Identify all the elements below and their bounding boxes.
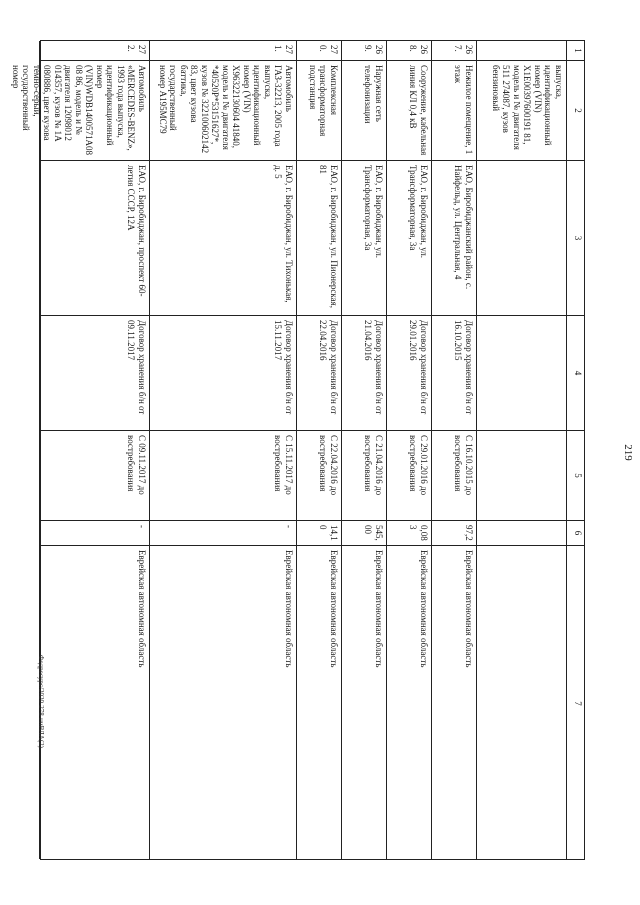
table-cell-period bbox=[477, 431, 566, 521]
table-cell-n: 272. bbox=[40, 41, 149, 61]
document-stamp: Федресурс/2020-278-ниВЛА(2) bbox=[37, 655, 45, 748]
column-header: 3 bbox=[567, 161, 584, 316]
table-cell-basis: Договор хранения б/н от 21.04.2016 bbox=[342, 316, 386, 431]
table-cell-address: ЕАО, Биробиджанский район, с. Найфельд, ул. Центральная, 4 bbox=[432, 161, 476, 316]
table-cell-region: Еврейская автономная область bbox=[284, 550, 294, 668]
table-row bbox=[476, 41, 566, 859]
table-cell-n: 269. bbox=[342, 41, 386, 61]
table-cell-basis: Договор хранения б/н от 09.11.2017 bbox=[40, 316, 149, 431]
table-cell-address: ЕАО, г. Биробиджан, проспект 60-летия СССР, 12А bbox=[40, 161, 149, 316]
property-table bbox=[11, 40, 585, 860]
table-cell-n: 268. bbox=[387, 41, 431, 61]
table-cell-n bbox=[477, 41, 566, 61]
table-cell-region: Еврейская автономная область bbox=[419, 550, 429, 668]
table-cell-n: 267. bbox=[432, 41, 476, 61]
table-row bbox=[386, 41, 431, 859]
table-cell-region: Еврейская автономная область bbox=[374, 550, 384, 668]
table-cell-period: С 29.01.2016 до востребования bbox=[387, 431, 431, 521]
table-cell-address: ЕАО, г. Биробиджан, ул. Тихонькая, д. 5 bbox=[150, 161, 296, 316]
table-cell-name: Наружная сеть телефонизации bbox=[342, 61, 386, 161]
table-cell-period: С 15.11.2017 до востребования bbox=[150, 431, 296, 521]
table-cell-basis: Договор хранения б/н от 16.10.2015 bbox=[432, 316, 476, 431]
table-cell-value: 545,00 bbox=[342, 521, 386, 546]
table-cell-basis: Договор хранения б/н от 29.01.2016 bbox=[387, 316, 431, 431]
table-cell-address: ЕАО, г. Биробиджан, ул. Трансформаторная, 3а bbox=[387, 161, 431, 316]
table-cell-name: выпуска, идентификационный номер (VIN) X1E00397600191 81, модель и № двигателя 511 274087, кузов бензиновый bbox=[477, 61, 566, 161]
page-number: 219 bbox=[622, 444, 634, 461]
table-row bbox=[11, 41, 149, 859]
column-header: 7 bbox=[573, 701, 583, 706]
table-cell-basis: Договор хранения б/н от 15.11.2017 bbox=[150, 316, 296, 431]
table-cell-period: С 16.10.2015 до востребования bbox=[432, 431, 476, 521]
table-cell-n: 271. bbox=[150, 41, 296, 61]
table-cell-period: С 21.04.2016 до востребования bbox=[342, 431, 386, 521]
column-header: 1 bbox=[567, 41, 584, 61]
table-cell-region bbox=[477, 546, 566, 861]
table-cell-basis: Договор хранения б/н от 22.04.2016 bbox=[297, 316, 341, 431]
column-header: 5 bbox=[567, 431, 584, 521]
table-cell-region: Еврейская автономная область bbox=[329, 550, 339, 668]
table-cell-address: ЕАО, г. Биробиджан, ул. Пионерская, 81 bbox=[297, 161, 341, 316]
table-cell-period: С 22.04.2016 до востребования bbox=[297, 431, 341, 521]
table-cell-name: Комплексная трансформаторная подстанция bbox=[297, 61, 341, 161]
table-cell-value: - bbox=[40, 521, 149, 546]
table-row bbox=[296, 41, 341, 859]
table-cell-region: Еврейская автономная область bbox=[137, 550, 147, 668]
table-cell-name: Сооружение, кабельная линия КЛ 0,4 кВ bbox=[387, 61, 431, 161]
table-row bbox=[341, 41, 386, 859]
table-cell-region: Еврейская автономная область bbox=[464, 550, 474, 668]
table-cell-value bbox=[477, 521, 566, 546]
table-cell-name: Нежилое помещение, 1 этаж bbox=[432, 61, 476, 161]
table-cell-n: 270. bbox=[297, 41, 341, 61]
table-cell-value: 14,10 bbox=[297, 521, 341, 546]
table-cell-value: 97,2 bbox=[432, 521, 476, 546]
table-cell-value: 0,083 bbox=[387, 521, 431, 546]
column-header: 6 bbox=[567, 521, 584, 546]
table-cell-basis bbox=[477, 316, 566, 431]
table-cell-value: - bbox=[150, 521, 296, 546]
table-header-row bbox=[566, 41, 584, 859]
table-cell-name: Автомобиль ГАЗ-32213, 2005 года выпуска, идентификационный номер (VIN) X96322130604 41840, модель и № двигателя *40520Р*53151627*, кузов № 322100602142 83, цвет кузова баттика, государственный номер А195МС79 bbox=[150, 61, 296, 161]
table-row bbox=[149, 41, 296, 859]
table-cell-period: С 09.11.2017 до востребования bbox=[40, 431, 149, 521]
table-row bbox=[431, 41, 476, 859]
table-cell-address: ЕАО, г. Биробиджан, ул. Трансформаторная, 3а bbox=[342, 161, 386, 316]
table-cell-name: Автомобиль «MERCEDES-BENZ», 1993 года выпуска, идентификационный номер (VIN)WDB1400571A0808 86, модель и № двигателя 12098012 014357, кузов № 1А 080886, цвет кузова темно-серый, государственный номер bbox=[40, 61, 149, 161]
table-cell-address bbox=[477, 161, 566, 316]
column-header: 2 bbox=[567, 61, 584, 161]
column-header: 4 bbox=[567, 316, 584, 431]
